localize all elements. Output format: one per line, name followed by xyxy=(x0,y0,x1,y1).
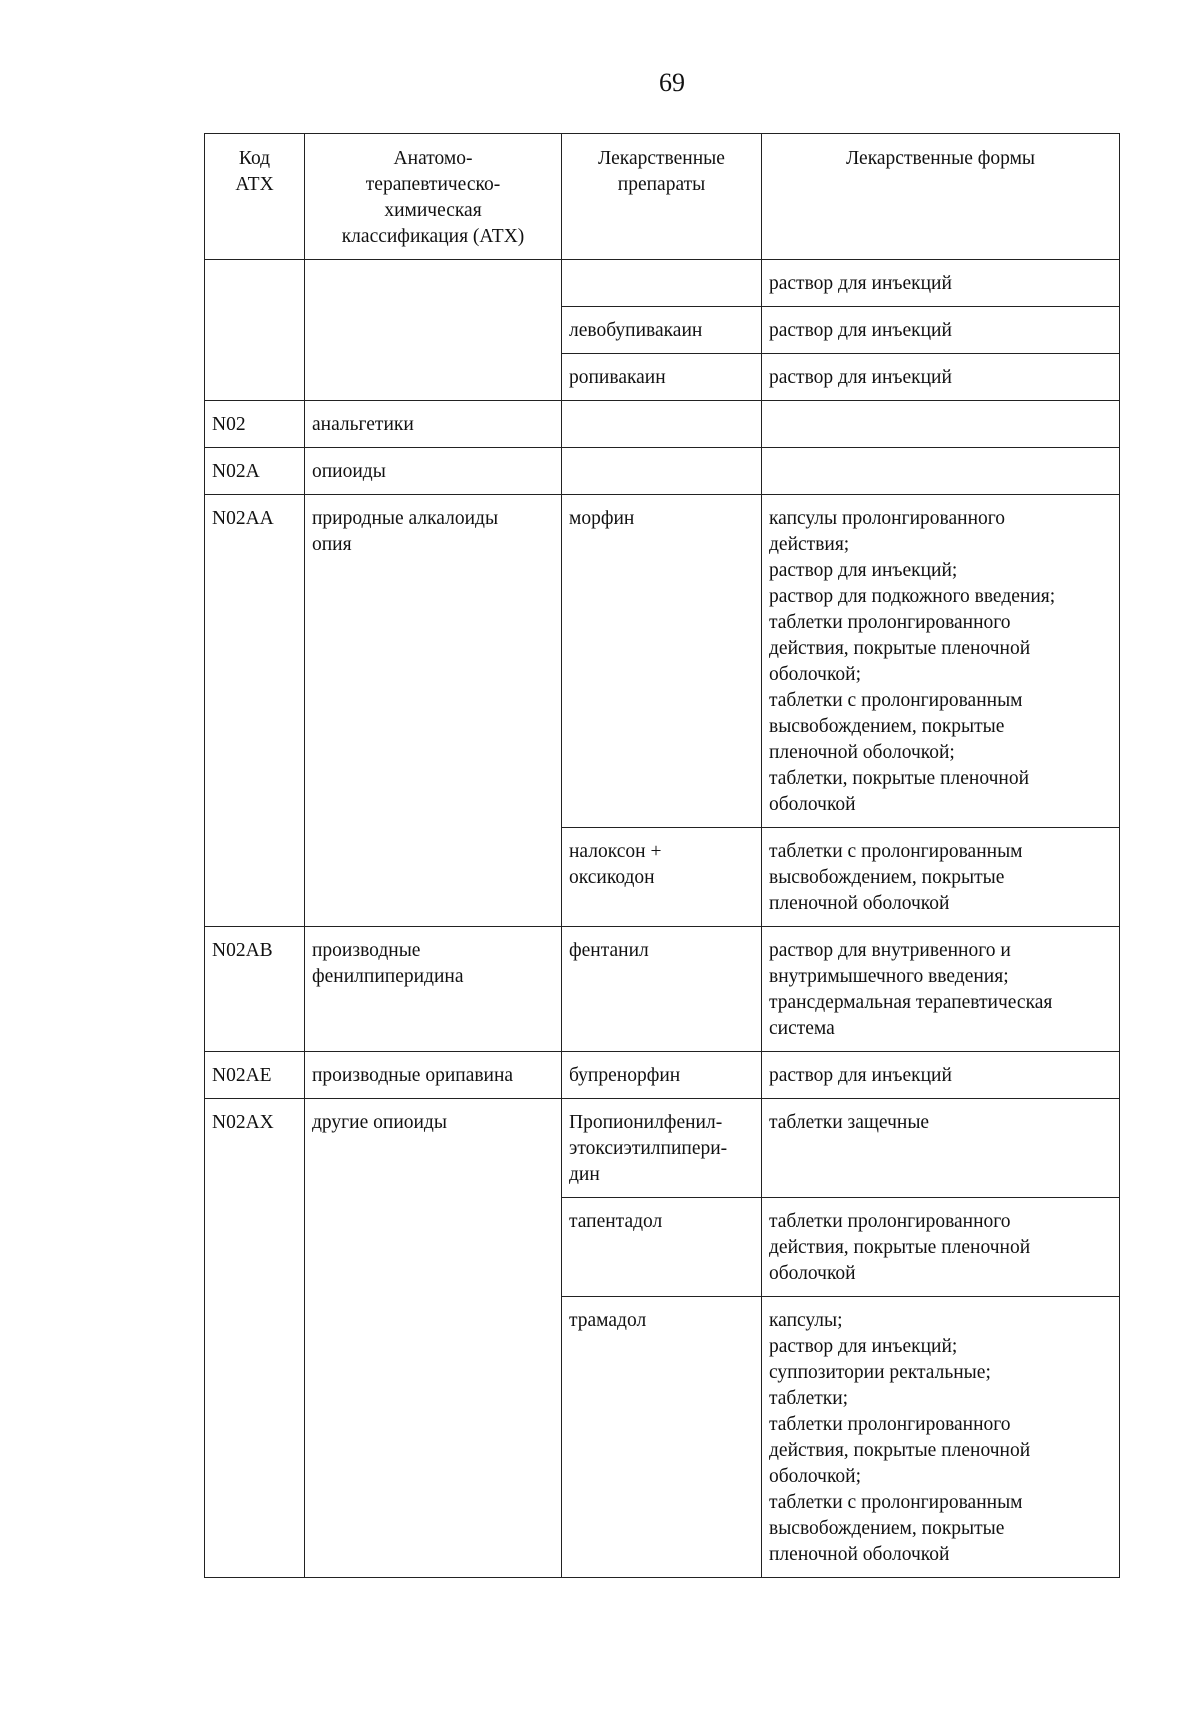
cell-class: анальгетики xyxy=(305,401,562,448)
cell-code: N02AE xyxy=(205,1052,305,1099)
cell-class xyxy=(305,260,562,401)
cell-drug: фентанил xyxy=(562,927,762,1052)
cell-drug xyxy=(562,448,762,495)
cell-code: N02 xyxy=(205,401,305,448)
cell-forms: капсулы пролонгированного действия; раствор для инъекций; раствор для подкожного введения; таблетки пролонгированного действия, покрытые пленочной оболочкой; таблетки с пролонгированным высвобождением, покрытые пленочной оболочкой; таблетки, покрытые пленочной оболочкой xyxy=(762,495,1120,828)
cell-drug: ропивакаин xyxy=(562,354,762,401)
cell-forms: раствор для инъекций xyxy=(762,354,1120,401)
cell-class: производные орипавина xyxy=(305,1052,562,1099)
cell-code xyxy=(205,260,305,401)
table-row xyxy=(205,495,1120,828)
atx-table xyxy=(204,133,1120,1578)
cell-code: N02AA xyxy=(205,495,305,927)
cell-drug: морфин xyxy=(562,495,762,828)
cell-forms xyxy=(762,401,1120,448)
table-row xyxy=(205,448,1120,495)
cell-drug xyxy=(562,401,762,448)
header-forms: Лекарственные формы xyxy=(762,134,1120,260)
header-drugs: Лекарственные препараты xyxy=(562,134,762,260)
cell-forms: раствор для инъекций xyxy=(762,260,1120,307)
cell-drug: налоксон + оксикодон xyxy=(562,828,762,927)
cell-drug: бупренорфин xyxy=(562,1052,762,1099)
table-row xyxy=(205,1052,1120,1099)
cell-forms: раствор для инъекций xyxy=(762,307,1120,354)
header-classification: Анатомо- терапевтическо- химическая классификация (АТХ) xyxy=(305,134,562,260)
table-row xyxy=(205,927,1120,1052)
cell-drug: тапентадол xyxy=(562,1198,762,1297)
cell-class: опиоиды xyxy=(305,448,562,495)
cell-forms: раствор для внутривенного и внутримышечного введения; трансдермальная терапевтическая система xyxy=(762,927,1120,1052)
table-row xyxy=(205,260,1120,307)
table-header-row xyxy=(205,134,1120,260)
cell-forms xyxy=(762,448,1120,495)
cell-drug: левобупивакаин xyxy=(562,307,762,354)
cell-code: N02AX xyxy=(205,1099,305,1578)
cell-class: природные алкалоиды опия xyxy=(305,495,562,927)
cell-drug: Пропионилфенил- этоксиэтилпипери- дин xyxy=(562,1099,762,1198)
cell-forms: таблетки защечные xyxy=(762,1099,1120,1198)
cell-drug: трамадол xyxy=(562,1297,762,1578)
cell-class: другие опиоиды xyxy=(305,1099,562,1578)
cell-forms: таблетки пролонгированного действия, покрытые пленочной оболочкой xyxy=(762,1198,1120,1297)
cell-forms: капсулы; раствор для инъекций; суппозитории ректальные; таблетки; таблетки пролонгированного действия, покрытые пленочной оболочкой; таблетки с пролонгированным высвобождением, покрытые пленочной оболочкой xyxy=(762,1297,1120,1578)
cell-code: N02A xyxy=(205,448,305,495)
page-number: 69 xyxy=(659,68,685,97)
header-code: Код АТХ xyxy=(205,134,305,260)
cell-forms: раствор для инъекций xyxy=(762,1052,1120,1099)
cell-drug xyxy=(562,260,762,307)
cell-code: N02AB xyxy=(205,927,305,1052)
table-row xyxy=(205,401,1120,448)
cell-class: производные фенилпиперидина xyxy=(305,927,562,1052)
cell-forms: таблетки с пролонгированным высвобождением, покрытые пленочной оболочкой xyxy=(762,828,1120,927)
table-row xyxy=(205,1099,1120,1198)
